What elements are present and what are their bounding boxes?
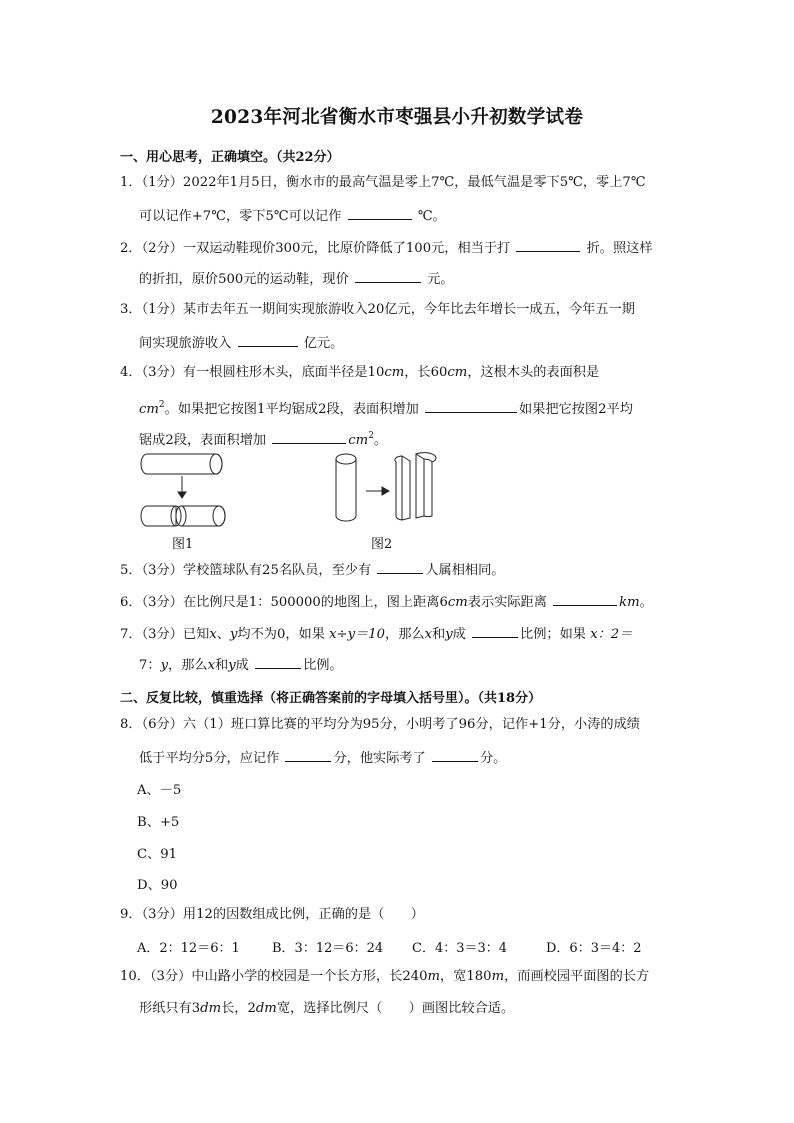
q4-text3: ，这根木头的表面积是 [467,365,600,380]
q10-text2: ，宽180 [440,969,492,984]
q2-line2 [139,269,454,289]
q4-unit-cm-2: cm [447,365,468,380]
q9-option-b[interactable]: B．3：12＝6：24 [272,941,384,956]
q2-text1: 2．（2分）一双运动鞋现价300元，比原价降低了100元，相当于打 [120,241,511,256]
q7-comma: 、 [216,627,230,642]
q7-var-y-2: y [445,627,453,642]
q4-line3 [139,427,387,450]
q10-unit-m-2: m [491,969,505,984]
q9-option-d[interactable]: D．6：3＝4：2 [546,941,642,956]
q4-text1: 4．（3分）有一根圆柱形木头，底面半径是10 [120,365,385,380]
q7-text4: 成 [452,627,466,642]
q5-text2: 人属相相同。 [425,563,505,578]
q5-line [120,560,504,580]
q4-text5: 如果把它按图2平均 [519,402,633,417]
q7-expression: x÷y＝10 [329,627,386,642]
q4-text6: 锯成2段，表面积增加 [139,433,267,448]
q5-answer-blank[interactable] [377,560,423,574]
q4-text7: 。 [373,433,388,448]
q3-answer-blank[interactable] [238,333,298,347]
q2-text3: 的折扣，原价500元的运动鞋，现价 [139,272,349,287]
q7-answer-blank-1[interactable] [472,624,518,638]
q10-unit-dm-1: dm [200,1001,222,1016]
q10-text4: 形纸只有3 [139,1001,201,1016]
q4-answer-blank-2[interactable] [272,430,346,444]
q6-line [120,592,653,612]
q7-text10: 比例。 [303,658,343,673]
q7-text5: 比例；如果 [520,627,586,642]
q10-line2 [139,1000,514,1018]
q1-text: 可以记作+7℃，零下5℃可以记作 [139,209,342,224]
q4-sup-2: 2 [368,431,374,441]
figure-2-cylinder-cut-vertical [330,452,442,528]
q7-var-x-3: x [207,658,216,673]
q2-answer-blank-1[interactable] [516,238,580,252]
q2-line1 [120,238,653,258]
q8-text1: 低于平均分5分，应记作 [139,751,280,766]
q10-text6: 宽，选择比例尺（ ）画图比较合适。 [276,1001,515,1016]
q10-line1 [120,968,649,986]
q3-line1: 3．（1分）某市去年五一期间实现旅游收入20亿元，今年比去年增长一成五，今年五一期 [120,302,635,317]
q4-text4: 。如果把它按图1平均锯成2段，表面积增加 [164,402,419,417]
q4-unit-cm-1: cm [384,365,405,380]
q6-text2: 表示实际距离 [467,595,547,610]
q4-sup-1: 2 [158,400,165,410]
q7-text7: 7： [139,658,161,673]
q8-text2: 分，他实际考了 [333,751,426,766]
q8-line2 [139,748,506,768]
q4-unit-cm-4: cm [348,433,369,448]
q6-text1: 6．（3分）在比例尺是1：500000的地图上，图上距离6 [120,595,448,610]
section-1-heading: 一、用心思考，正确填空。（共22分） [120,150,340,165]
q10-unit-dm-2: dm [255,1001,277,1016]
q10-text1: 10．（3分）中山路小学的校园是一个长方形，长240 [120,969,428,984]
q2-text4: 元。 [427,272,454,287]
q4-line2 [139,396,633,419]
q7-text3: ，那么 [385,627,425,642]
q1-line2 [139,206,446,226]
q10-text5: 长，2 [221,1001,256,1016]
q8-line1: 8．（6分）六（1）班口算比赛的平均分为95分，小明考了96分，记作+1分，小涛的成绩 [120,717,640,732]
figure-2-caption: 图2 [371,537,393,552]
q7-var-y-1: y [229,627,238,642]
q4-text2: ，长60 [404,365,448,380]
q3-text: 间实现旅游收入 [139,336,232,351]
q6-answer-blank[interactable] [553,592,617,606]
section-2-heading: 二、反复比较，慎重选择（将正确答案前的字母填入括号里）。（共18分） [120,691,542,706]
q4-unit-cm-3: cm [139,402,159,417]
q1-answer-blank[interactable] [348,206,412,220]
q7-text6: x：2＝ [590,627,633,642]
q7-var-y-4: y [228,658,236,673]
q8-option-a[interactable]: A、－5 [137,783,182,798]
q7-line2 [139,655,343,675]
q7-var-y-3: y [160,658,169,673]
q6-unit-km: km [619,595,640,610]
q2-answer-blank-2[interactable] [355,269,421,283]
q7-var-x-1: x [209,627,217,642]
q1-unit: ℃。 [417,209,446,224]
figure-1-cylinder-cut-horizontal [136,452,230,534]
page-title: 2023年河北省衡水市枣强县小升初数学试卷 [210,107,584,128]
q7-text2: 均不为0，如果 [237,627,325,642]
q3-line2 [139,333,343,353]
q1-line1: 1．（1分）2022年1月5日，衡水市的最高气温是零上7℃，最低气温是零下5℃，零上7℃ [120,175,646,190]
q8-option-b[interactable]: B、+5 [137,815,180,830]
q3-unit: 亿元。 [303,336,344,351]
q4-line1 [120,364,599,382]
q6-text3: 。 [639,595,653,610]
q9-stem: 9．（3分）用12的因数组成比例，正确的是（ ） [120,907,424,922]
q7-and-2: 和 [215,658,229,673]
q8-text3: 分。 [479,751,507,766]
q7-line1 [120,624,632,644]
q7-and-1: 和 [432,627,446,642]
q7-text8: ，那么 [168,658,208,673]
q5-text1: 5．（3分）学校篮球队有25名队员，至少有 [120,563,372,578]
q6-unit-cm: cm [447,595,468,610]
q8-option-d[interactable]: D、90 [137,878,178,893]
q8-answer-blank-1[interactable] [285,748,331,762]
figure-1-caption: 图1 [172,537,194,552]
q2-text2: 折。照这样 [586,241,653,256]
q7-answer-blank-2[interactable] [255,655,301,669]
q4-answer-blank-1[interactable] [425,399,517,413]
q8-option-c[interactable]: C、91 [137,847,178,862]
q8-answer-blank-2[interactable] [432,748,478,762]
q7-text1: 7．（3分）已知 [120,627,210,642]
q9-option-a[interactable]: A．2：12＝6：1 [137,941,240,956]
q7-var-x-2: x [424,627,433,642]
q10-unit-m-1: m [427,969,441,984]
q10-text3: ，而画校园平面图的长方 [504,969,650,984]
q7-text9: 成 [235,658,249,673]
q9-option-c[interactable]: C．4：3＝3：4 [412,941,508,956]
